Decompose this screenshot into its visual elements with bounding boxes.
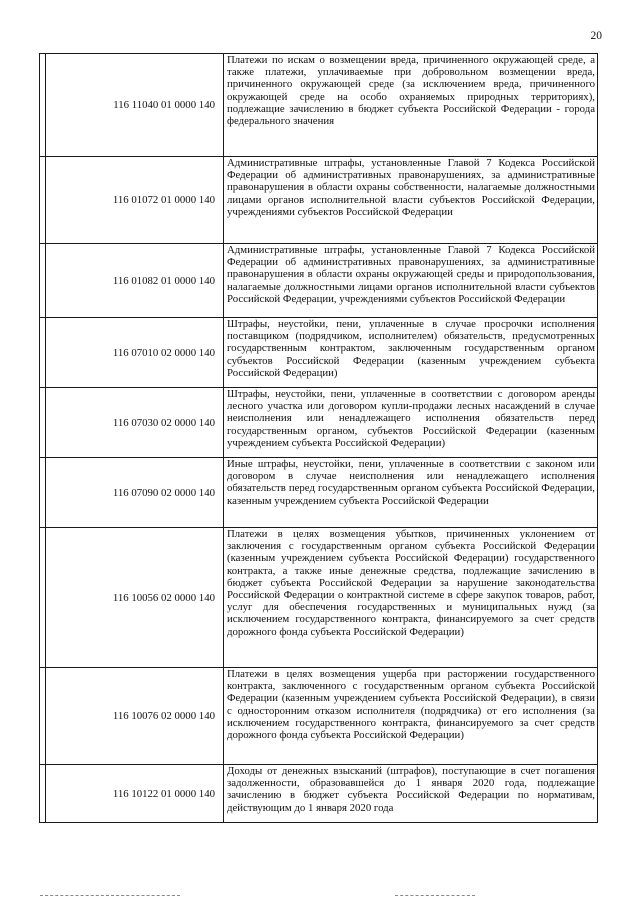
table-row xyxy=(40,244,598,318)
table-row xyxy=(40,458,598,528)
revenue-code: 116 11040 01 0000 140 xyxy=(46,54,224,157)
revenue-description: Штрафы, неустойки, пени, уплаченные в случае просрочки исполнения поставщиком (подрядчиком, исполнителем) обязательств, предусмотренных государственным контрактом, заключенным государственным органом субъектов Российской Федерации (казенным учреждением субъекта Российской Федерации) xyxy=(224,318,598,388)
table-row xyxy=(40,388,598,458)
revenue-description: Доходы от денежных взысканий (штрафов), поступающие в счет погашения задолженности, образовавшейся до 1 января 2020 года, подлежащие зачислению в бюджет субъекта Российской Федерации по нормативам, действующим до 1 января 2020 года xyxy=(224,765,598,823)
revenue-code: 116 01082 01 0000 140 xyxy=(46,244,224,318)
revenue-code: 116 10122 01 0000 140 xyxy=(46,765,224,823)
page-number: 20 xyxy=(590,30,602,42)
table-row xyxy=(40,54,598,157)
revenue-description: Административные штрафы, установленные Главой 7 Кодекса Российской Федерации об административных правонарушениях, за административные правонарушения в области охраны окружающей среды и природопользования, налагаемые должностными лицами органов исполнительной власти субъектов Российской Федерации, учреждениями субъектов Российской Федерации xyxy=(224,244,598,318)
revenue-description: Иные штрафы, неустойки, пени, уплаченные в соответствии с законом или договором в случае неисполнения или ненадлежащего исполнения обязательств перед государственным органом субъекта Российской Федерации, казенным учреждением субъекта Российской Федерации xyxy=(224,458,598,528)
revenue-code: 116 01072 01 0000 140 xyxy=(46,157,224,244)
scan-edge-mark xyxy=(40,895,180,896)
table-row xyxy=(40,528,598,668)
revenue-code: 116 10076 02 0000 140 xyxy=(46,668,224,765)
revenue-description: Административные штрафы, установленные Главой 7 Кодекса Российской Федерации об административных правонарушениях, за административные правонарушения в области охраны собственности, налагаемые должностными лицами органов исполнительной власти субъектов Российской Федерации, учреждениями субъектов Российской Федерации xyxy=(224,157,598,244)
table-row xyxy=(40,157,598,244)
revenue-description: Платежи в целях возмещения ущерба при расторжении государственного контракта, заключенного с государственным органом субъекта Российской Федерации (казенным учреждением субъекта Российской Федерации), в связи с односторонним отказом исполнителя (подрядчика) от его исполнения (за исключением государственного контракта, финансируемого за счет средств дорожного фонда субъекта Российской Федерации) xyxy=(224,668,598,765)
revenue-description: Платежи в целях возмещения убытков, причиненных уклонением от заключения с государственным органом субъекта Российской Федерации (казенным учреждением субъекта Российской Федерации) государственного контракта, а также иные денежные средства, подлежащие зачислению в бюджет субъекта Российской Федерации за нарушение законодательства Российской Федерации о контрактной системе в сфере закупок товаров, работ, услуг для обеспечения государственных и муниципальных нужд (за исключением государственного контракта, финансируемого за счет средств дорожного фонда субъекта Российской Федерации) xyxy=(224,528,598,668)
revenue-code: 116 10056 02 0000 140 xyxy=(46,528,224,668)
scan-edge-mark xyxy=(395,895,475,896)
revenue-description: Платежи по искам о возмещении вреда, причиненного окружающей среде, а также платежи, уплачиваемые при добровольном возмещении вреда, причиненного окружающей среде (за исключением вреда, причиненного окружающей среде на особо охраняемых природных территориях), подлежащие зачислению в бюджет субъекта Российской Федерации - города федерального значения xyxy=(224,54,598,157)
table-row xyxy=(40,765,598,823)
revenue-code: 116 07090 02 0000 140 xyxy=(46,458,224,528)
revenue-code: 116 07030 02 0000 140 xyxy=(46,388,224,458)
revenue-description: Штрафы, неустойки, пени, уплаченные в соответствии с договором аренды лесного участка или договором купли-продажи лесных насаждений в случае неисполнения или ненадлежащего исполнения обязательств перед государственным органом, субъектов Российской Федерации (казенным учреждением субъекта Российской Федерации) xyxy=(224,388,598,458)
revenue-code: 116 07010 02 0000 140 xyxy=(46,318,224,388)
table-row xyxy=(40,318,598,388)
revenue-codes-table xyxy=(39,53,598,823)
table-row xyxy=(40,668,598,765)
